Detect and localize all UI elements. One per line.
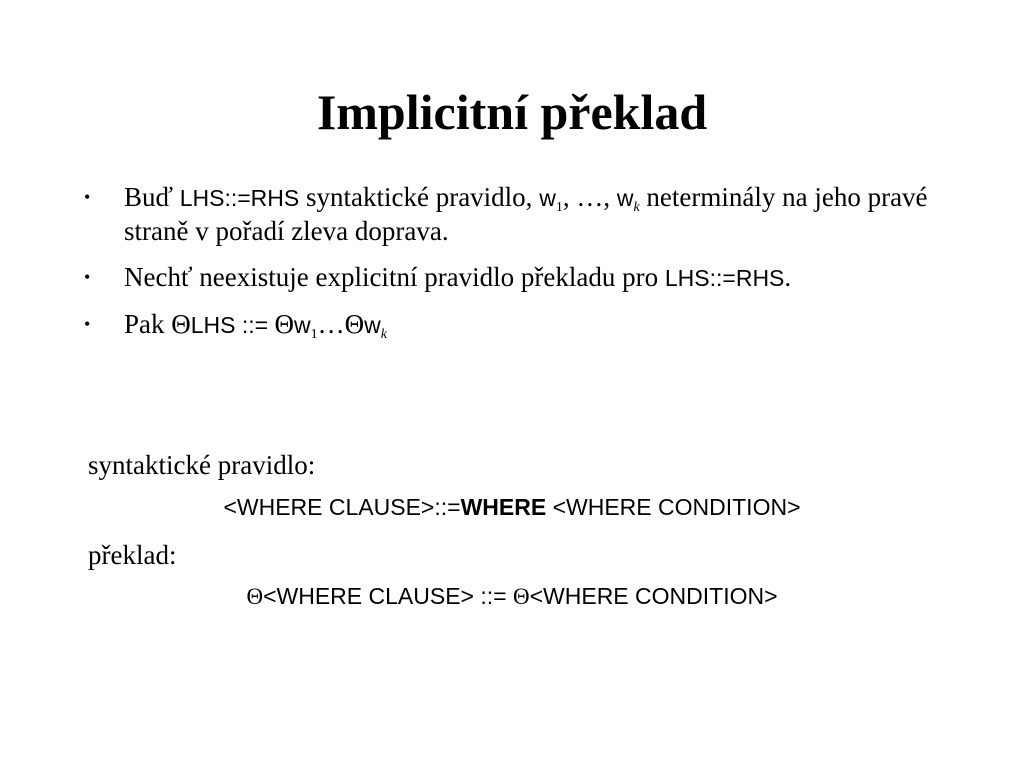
theta-symbol: Θ: [171, 309, 191, 339]
subscript-1: 1: [555, 200, 563, 215]
theta-symbol: Θ: [512, 584, 530, 609]
subscript-k: k: [380, 327, 387, 342]
bullet-1-sep: , …,: [562, 182, 617, 212]
w-symbol: w: [616, 185, 634, 211]
theta-symbol: Θ: [246, 584, 264, 609]
bullet-3-lead: Pak: [124, 309, 172, 339]
w-symbol: w: [293, 312, 311, 338]
subscript-1: 1: [310, 327, 318, 342]
bullet-item-2: [84, 261, 944, 295]
bullet-item-1: [84, 181, 944, 248]
slide-title: Implicitní překlad: [316, 84, 708, 140]
bullet-marker: •: [84, 187, 91, 207]
w-symbol: w: [539, 185, 556, 211]
bullet-1-tail: neterminály na jeho pravé straně v pořadí zleva doprava.: [124, 182, 928, 246]
syntax-rule: [0, 494, 1024, 521]
theta-symbol: Θ: [344, 309, 365, 339]
translation-rule: [0, 583, 1024, 610]
w-symbol: w: [364, 312, 381, 338]
syntax-label: syntaktické pravidlo:: [88, 450, 316, 480]
syntax-rule-left: <WHERE CLAUSE>::=: [223, 494, 461, 520]
bullet-list: [84, 181, 944, 355]
bullet-marker: •: [84, 314, 91, 334]
bullet-item-3: [84, 308, 944, 342]
bullet-1-mid: syntaktické pravidlo,: [299, 182, 540, 212]
bullet-marker: •: [84, 267, 91, 287]
bullet-2-tail: .: [784, 262, 792, 292]
translation-rule-left: <WHERE CLAUSE> ::=: [263, 583, 513, 609]
subscript-k: k: [633, 200, 640, 215]
bullet-2-rule: LHS::=RHS: [664, 265, 785, 291]
bullet-3-lhs: LHS ::=: [190, 312, 275, 338]
bullet-1-rule: LHS::=RHS: [179, 185, 300, 211]
translation-rule-right: <WHERE CONDITION>: [529, 583, 778, 609]
translation-label: překlad:: [88, 540, 177, 570]
bullet-1-lead: Buď: [124, 182, 180, 212]
ellipsis: …: [317, 309, 345, 339]
syntax-rule-right: <WHERE CONDITION>: [546, 494, 801, 520]
theta-symbol: Θ: [274, 309, 294, 339]
syntax-rule-keyword: WHERE: [460, 494, 547, 520]
bullet-2-lead: Nechť neexistuje explicitní pravidlo překladu pro: [124, 262, 665, 292]
